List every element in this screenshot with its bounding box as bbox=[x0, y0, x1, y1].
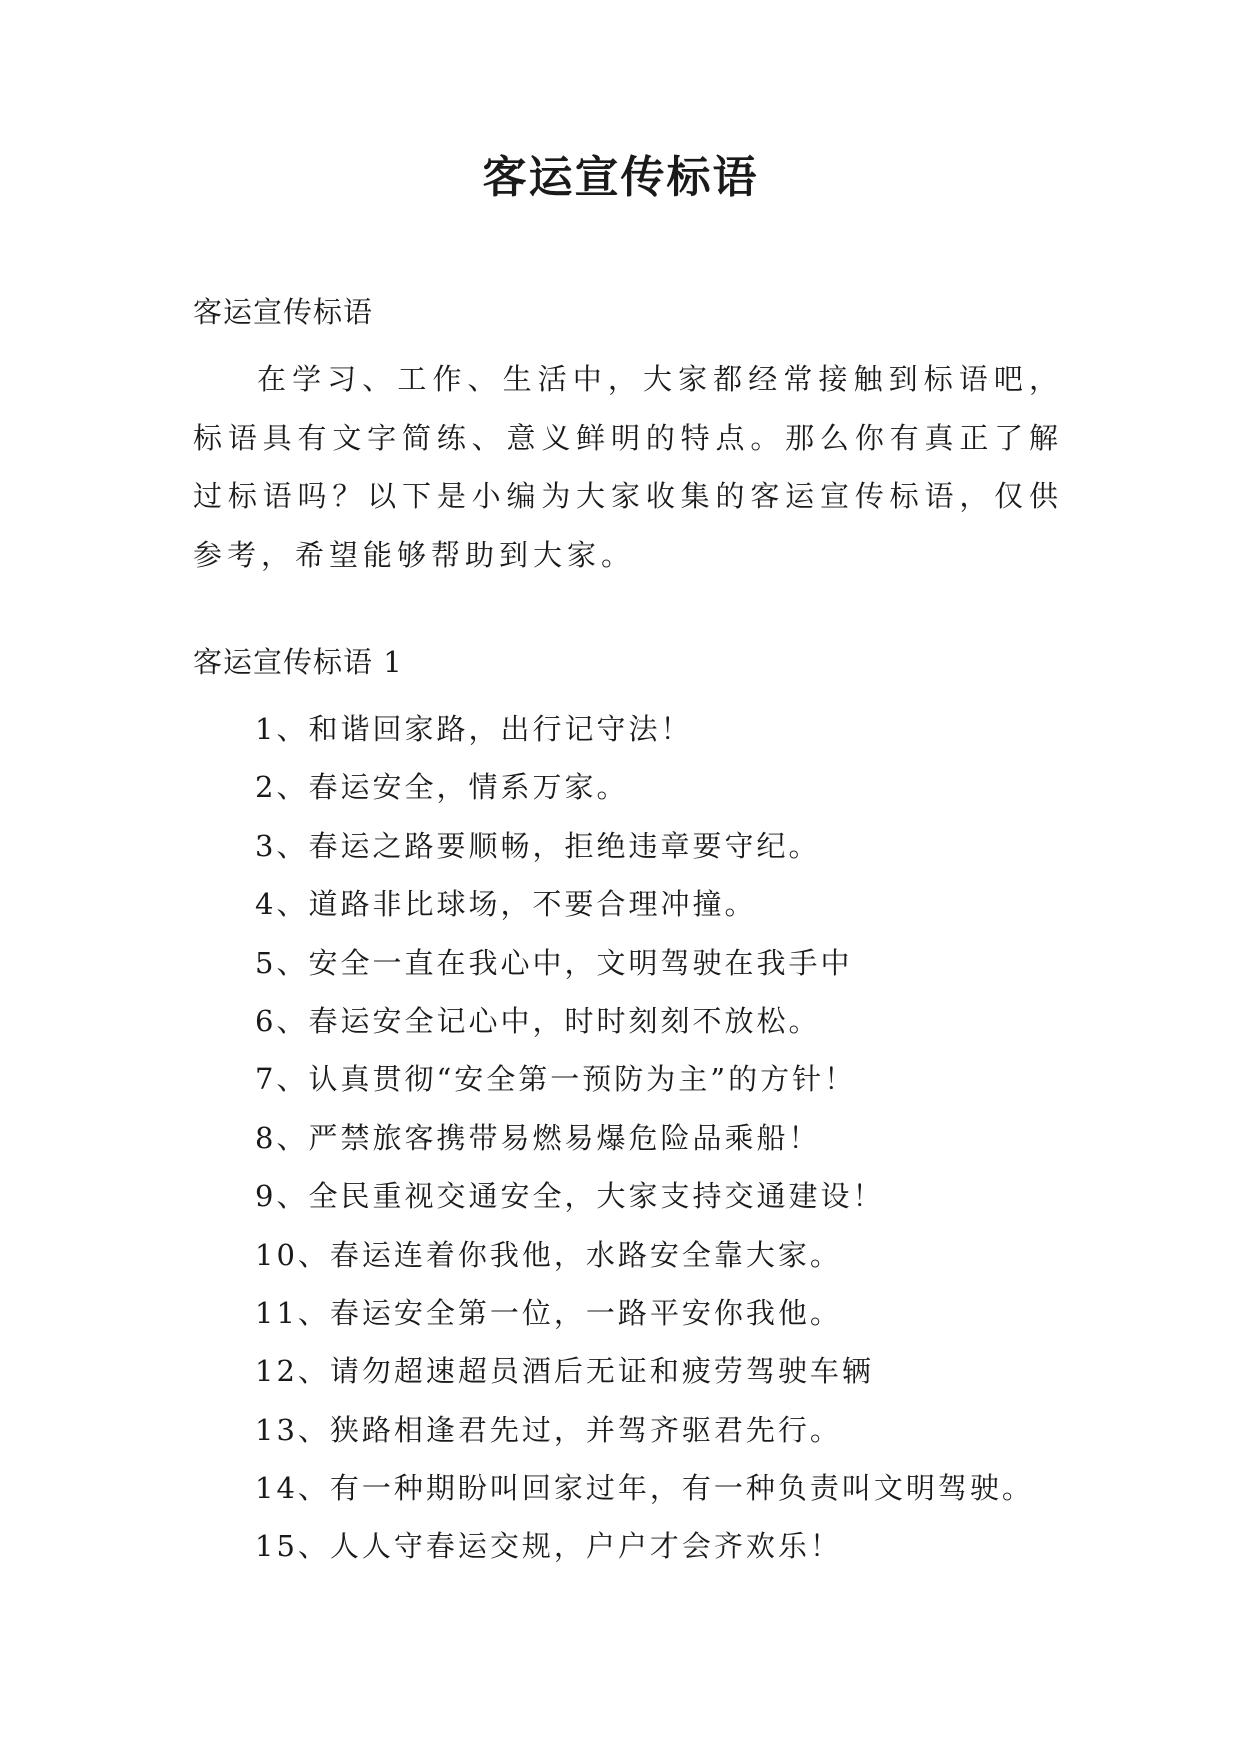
document-subtitle: 客运宣传标语 bbox=[193, 295, 374, 329]
slogan-item: 5、安全一直在我心中，文明驾驶在我手中 bbox=[255, 945, 853, 980]
slogan-item: 14、有一种期盼叫回家过年，有一种负责叫文明驾驶。 bbox=[255, 1471, 1034, 1506]
slogan-item: 1、和谐回家路，出行记守法！ bbox=[255, 712, 693, 746]
slogan-item: 12、请勿超速超员酒后无证和疲劳驾驶车辆 bbox=[255, 1354, 874, 1389]
document-title: 客运宣传标语 bbox=[482, 152, 759, 203]
slogan-item: 4、道路非比球场，不要合理冲撞。 bbox=[255, 887, 757, 922]
slogan-item: 7、认真贯彻“安全第一预防为主”的方针！ bbox=[255, 1062, 857, 1097]
intro-paragraph: 在学习、工作、生活中，大家都经常接触到标语吧，标语具有文字简练、意义鲜明的特点。那么你有真正了解过标语吗？以下是小编为大家收集的客运宣传标语，仅供参考，希望能够帮助到大家。 bbox=[193, 362, 1063, 572]
slogan-item: 9、全民重视交通安全，大家支持交通建设！ bbox=[255, 1179, 885, 1214]
slogan-item: 11、春运安全第一位，一路平安你我他。 bbox=[255, 1295, 842, 1330]
slogan-item: 15、人人守春运交规，户户才会齐欢乐！ bbox=[255, 1529, 842, 1564]
slogan-item: 10、春运连着你我他，水路安全靠大家。 bbox=[255, 1237, 842, 1272]
slogan-item: 6、春运安全记心中，时时刻刻不放松。 bbox=[255, 1003, 821, 1038]
slogan-list bbox=[255, 700, 1155, 1576]
slogan-item: 3、春运之路要顺畅，拒绝违章要守纪。 bbox=[255, 828, 821, 863]
slogan-item: 13、狭路相逢君先过，并驾齐驱君先行。 bbox=[255, 1412, 842, 1447]
section-heading: 客运宣传标语 1 bbox=[193, 645, 403, 679]
slogan-item: 2、春运安全，情系万家。 bbox=[255, 770, 629, 805]
slogan-item: 8、严禁旅客携带易燃易爆危险品乘船！ bbox=[255, 1120, 821, 1155]
